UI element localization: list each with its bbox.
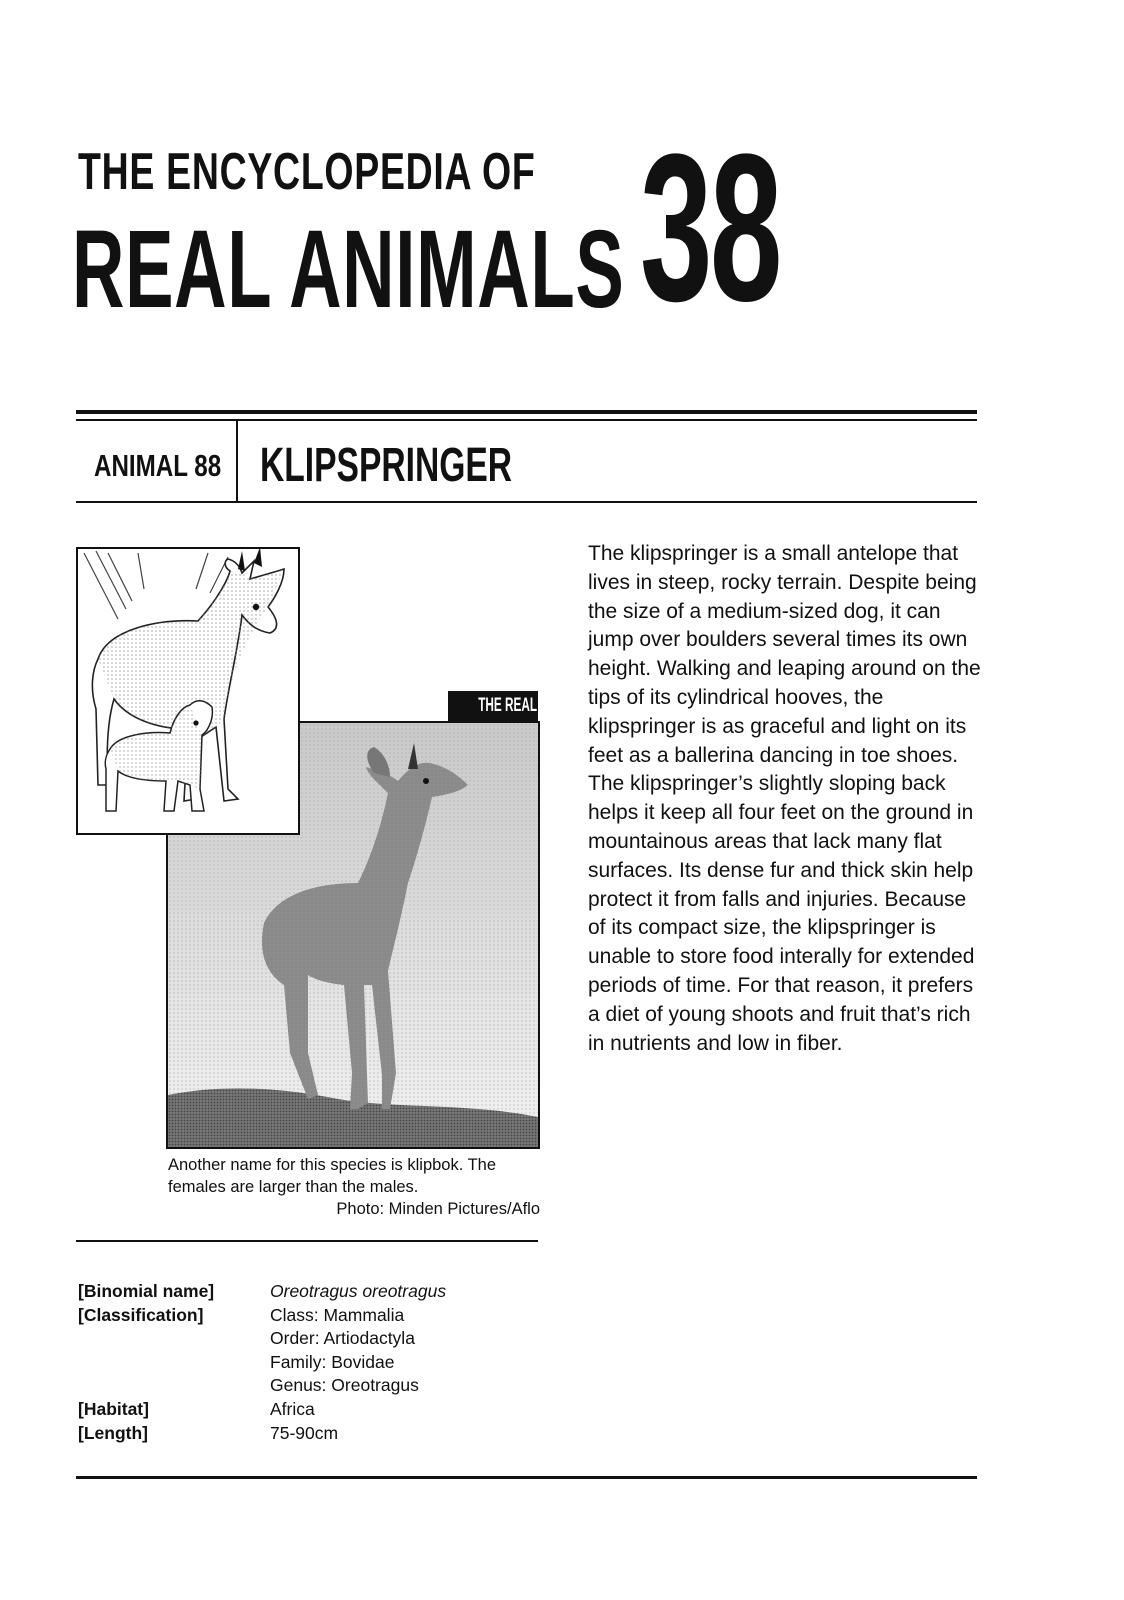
facts-row-classification [78,1304,446,1328]
facts-spacer [78,1351,270,1375]
facts-spacer [78,1374,270,1398]
classification-class: Class: Mammalia [270,1304,405,1325]
header-rule-thin [76,419,977,421]
classification-order: Order: Artiodactyla [270,1328,415,1349]
binomial-label: [Binomial name] [78,1281,215,1301]
facts-rule-bottom [76,1476,977,1479]
facts-rule-top [76,1240,538,1242]
photo-caption: Another name for this species is klipbok. The females are larger than the males. [168,1156,497,1196]
header-divider [236,421,238,502]
series-title-line2: REAL ANIMALS [72,208,625,331]
facts-row-genus [78,1374,446,1398]
animal-number: ANIMAL 88 [94,448,222,483]
facts-spacer [78,1327,270,1351]
volume-number: 38 [640,110,780,345]
photo-credit: Photo: Minden Pictures/Aflo [336,1200,540,1218]
animal-name: KLIPSPRINGER [260,439,513,492]
klipspringer-drawing [78,549,298,833]
length-value: 75-90cm [270,1422,339,1443]
real-thing-label: THE REAL THING [478,695,577,716]
classification-family: Family: Bovidae [270,1351,395,1372]
habitat-value: Africa [270,1398,315,1419]
series-title-line1: THE ENCYCLOPEDIA OF [78,143,536,201]
description-paragraph: The klipspringer’s slightly sloping back helps it keep all four feet on the ground in mountainous areas that lack many flat surfaces. Its dense fur and thick skin help protect it from falls and injuries. Because of its compact size, the klipspringer is unable to store food interally for extended periods of time. For that reason, it prefers a diet of young shoots and fruit that’s rich in nutrients and low in fiber. [588,772,975,1055]
facts-table [78,1280,446,1445]
header-rule-bottom [76,501,977,503]
facts-row-order [78,1327,446,1351]
classification-label: [Classification] [78,1304,204,1325]
length-label: [Length] [78,1422,148,1443]
facts-row-habitat [78,1398,446,1422]
illustration-panel [76,547,300,835]
facts-row-length [78,1422,446,1446]
binomial-value: Oreotragus oreotragus [270,1281,447,1301]
habitat-label: [Habitat] [78,1398,149,1419]
classification-genus: Genus: Oreotragus [270,1375,419,1396]
facts-row-binomial [78,1280,446,1304]
description [588,540,988,1058]
real-thing-badge [448,691,577,721]
header-rule-thick [76,410,977,414]
facts-row-family [78,1351,446,1375]
description-paragraph: The klipspringer is a small antelope that lives in steep, rocky terrain. Despite being the size of a medium-sized dog, it can jump over boulders several times its own height. Walking and leaping around on the tips of its cylindrical hooves, the klipspringer is as graceful and light on its feet as a ballerina dancing in toe shoes. [588,542,981,767]
